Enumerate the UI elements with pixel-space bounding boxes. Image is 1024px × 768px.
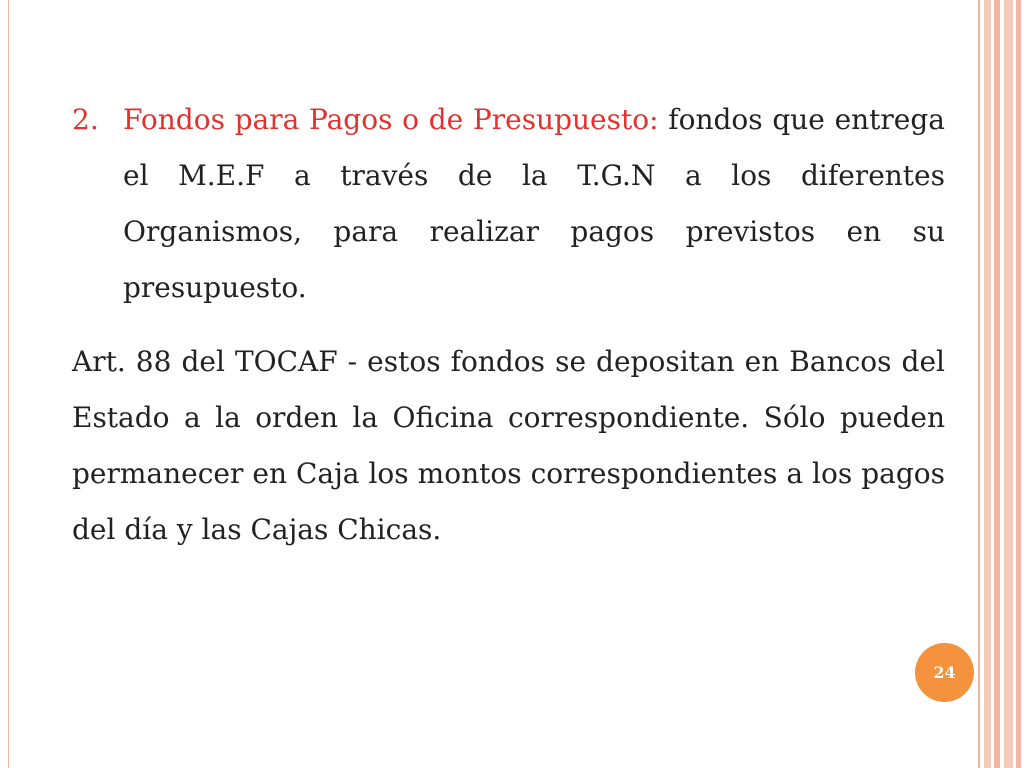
right-stripe (1004, 0, 1013, 768)
right-stripe (978, 0, 980, 768)
left-border-line (8, 0, 9, 768)
numbered-item (72, 92, 945, 316)
right-stripe (984, 0, 991, 768)
right-stripe (994, 0, 1000, 768)
slide-content (72, 92, 945, 586)
article-paragraph: Art. 88 del TOCAF - estos fondos se depositan en Bancos del Estado a la orden la Oficina correspondiente. Sólo pueden permanecer en Caja los montos correspondientes a los pagos del día y las Cajas Chicas. (72, 345, 945, 546)
item-body (123, 92, 945, 316)
item-text: fondos que entrega el M.E.F a través de la T.G.N a los diferentes Organismos, para realizar pagos previstos en su presupuesto. (123, 103, 945, 304)
page-number-badge: 24 (915, 643, 974, 702)
item-heading: Fondos para Pagos o de Presupuesto: (123, 103, 659, 136)
item-number: 2. (72, 103, 99, 136)
right-stripe (1016, 0, 1021, 768)
